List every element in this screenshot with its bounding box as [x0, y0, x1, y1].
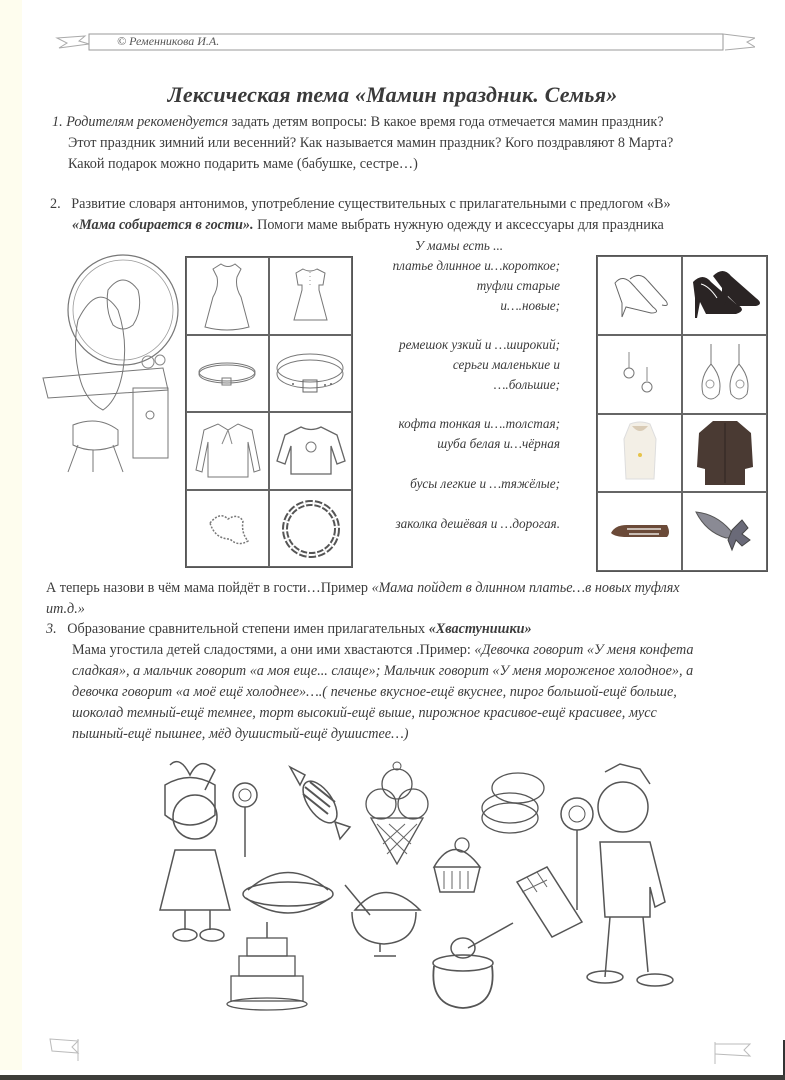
section1-number: 1. [52, 114, 63, 130]
expensive-hairclip-icon [692, 504, 757, 559]
task-example-end: ит.д.» [46, 601, 85, 617]
section2-number: 2. [50, 196, 61, 212]
footer-flag-right-icon [710, 1040, 755, 1064]
chocolate-bar-illustration [512, 862, 587, 942]
thick-sweater-cell[interactable] [269, 412, 352, 490]
section2-line2 [72, 215, 784, 236]
page-title: Лексическая тема «Мамин праздник. Семья» [167, 82, 618, 107]
new-shoes-cell[interactable] [682, 256, 767, 335]
section1-text1: задать детям вопросы: В какое время года отмечается мамин праздник? [228, 114, 664, 130]
task-example: «Мама пойдет в длинном платье…в новых туфлях [371, 580, 680, 596]
honey-pot-illustration [428, 918, 518, 1013]
antonym-item: заколка дешёвая и …дорогая. [395, 516, 560, 531]
small-earrings-cell[interactable] [597, 335, 682, 414]
clothing-grid-left [185, 256, 353, 568]
task-line1 [46, 578, 784, 599]
section3-text1: Образование сравнительной степени имен прилагательных [67, 621, 429, 637]
antonym-item: шуба белая и…чёрная [437, 436, 560, 451]
small-earrings-icon [615, 349, 665, 399]
section1-line1 [52, 112, 782, 133]
big-earrings-cell[interactable] [682, 335, 767, 414]
footer-flag-left-icon [48, 1037, 88, 1061]
wide-belt-icon [273, 348, 348, 398]
antonyms-list [355, 236, 560, 534]
antonym-item: и….новые; [500, 298, 560, 313]
old-shoes-cell[interactable] [597, 256, 682, 335]
section3-intro: Мама угостила детей сладостями, а они ими хвастаются .Пример: [72, 642, 475, 658]
old-shoes-icon [610, 273, 670, 318]
heavy-necklace-cell[interactable] [269, 490, 352, 568]
section3-example-2: сладкая», а мальчик говорит «а моя еще... слаще»; Мальчик говорит «У меня мороженое холодное», а [72, 663, 694, 679]
ice-cream-illustration [365, 760, 430, 865]
section3-example-1: «Девочка говорит «У меня конфета [474, 642, 694, 658]
accessories-grid-right [596, 255, 768, 572]
long-dress-cell[interactable] [186, 257, 269, 335]
antonym-item: ремешок узкий и …широкий; [399, 337, 560, 352]
section3-game-title: «Хвастунишки» [428, 621, 532, 637]
woman-at-mirror-illustration [38, 250, 183, 475]
cake-illustration [225, 918, 310, 1013]
section3-number: 3. [46, 621, 57, 637]
section2-game-title: «Мама собирается в гости». [72, 217, 254, 233]
pie-illustration [238, 862, 338, 917]
wide-belt-cell[interactable] [269, 335, 352, 413]
new-shoes-icon [685, 270, 765, 320]
antonym-item: кофта тонкая и….толстая; [398, 416, 560, 431]
section1-line2: Этот праздник зимний или весенний? Как называется мамин праздник? Кого поздравляют 8 Марта? [68, 135, 674, 151]
long-dress-icon [203, 261, 253, 331]
candy-illustration [285, 762, 355, 842]
white-fur-coat-cell[interactable] [597, 414, 682, 493]
short-dress-icon [288, 266, 333, 326]
section3-example-5: пышный-ещё пышнее, мёд душистый-ещё душистее…) [72, 726, 409, 742]
scan-bottom-edge [0, 1075, 785, 1080]
light-beads-cell[interactable] [186, 490, 269, 568]
copyright-text: © Ременникова И.А. [117, 34, 220, 48]
big-earrings-icon [695, 342, 755, 407]
narrow-belt-cell[interactable] [186, 335, 269, 413]
thin-blouse-cell[interactable] [186, 412, 269, 490]
cupcake-illustration [430, 835, 485, 895]
narrow-belt-icon [195, 356, 260, 391]
antonym-item: серьги маленькие и [452, 357, 560, 372]
cheap-hairclip-icon [607, 519, 672, 544]
antonym-item: бусы легкие и …тяжёлые; [410, 476, 560, 491]
scan-margin [0, 0, 22, 1070]
black-fur-coat-cell[interactable] [682, 414, 767, 493]
heavy-necklace-icon [276, 493, 346, 563]
section1-line3: Какой подарок можно подарить маме (бабушке, сестре…) [68, 156, 418, 172]
section3-example-4: шоколад темный-ещё темнее, торт высокий-ещё выше, пирожное красивое-ещё красивее, мусс [72, 705, 657, 721]
section2-text1: Развитие словаря антонимов, употребление существительных с прилагательными с предлогом «В» [71, 196, 671, 212]
antonym-item: туфли старые [476, 278, 560, 293]
section2-text2: Помоги маме выбрать нужную одежду и аксессуары для праздника [253, 217, 664, 233]
antonym-item: платье длинное и…короткое; [392, 258, 560, 273]
short-dress-cell[interactable] [269, 257, 352, 335]
mousse-illustration [340, 880, 425, 960]
section3-line1 [46, 619, 784, 640]
black-fur-coat-icon [695, 419, 755, 487]
section1-lead: Родителям рекомендуется [66, 114, 229, 130]
section3-example-3: девочка говорит «а моё ещё холоднее»….( печенье вкусное-ещё вкуснее, пирог большой-ещё больше, [72, 684, 677, 700]
antonyms-intro: У мамы есть ... [415, 238, 504, 253]
cookies-illustration [478, 768, 548, 838]
thin-blouse-icon [193, 421, 263, 481]
task-text: А теперь назови в чём мама пойдёт в гости…Пример [46, 580, 372, 596]
antonym-item: ….большие; [493, 377, 560, 392]
cheap-hairclip-cell[interactable] [597, 492, 682, 571]
expensive-hairclip-cell[interactable] [682, 492, 767, 571]
thick-sweater-icon [276, 423, 346, 478]
white-fur-coat-icon [620, 420, 660, 485]
section2-line1 [50, 194, 785, 215]
header-banner [55, 30, 755, 56]
section3-line2 [72, 640, 784, 661]
light-beads-icon [205, 508, 250, 548]
